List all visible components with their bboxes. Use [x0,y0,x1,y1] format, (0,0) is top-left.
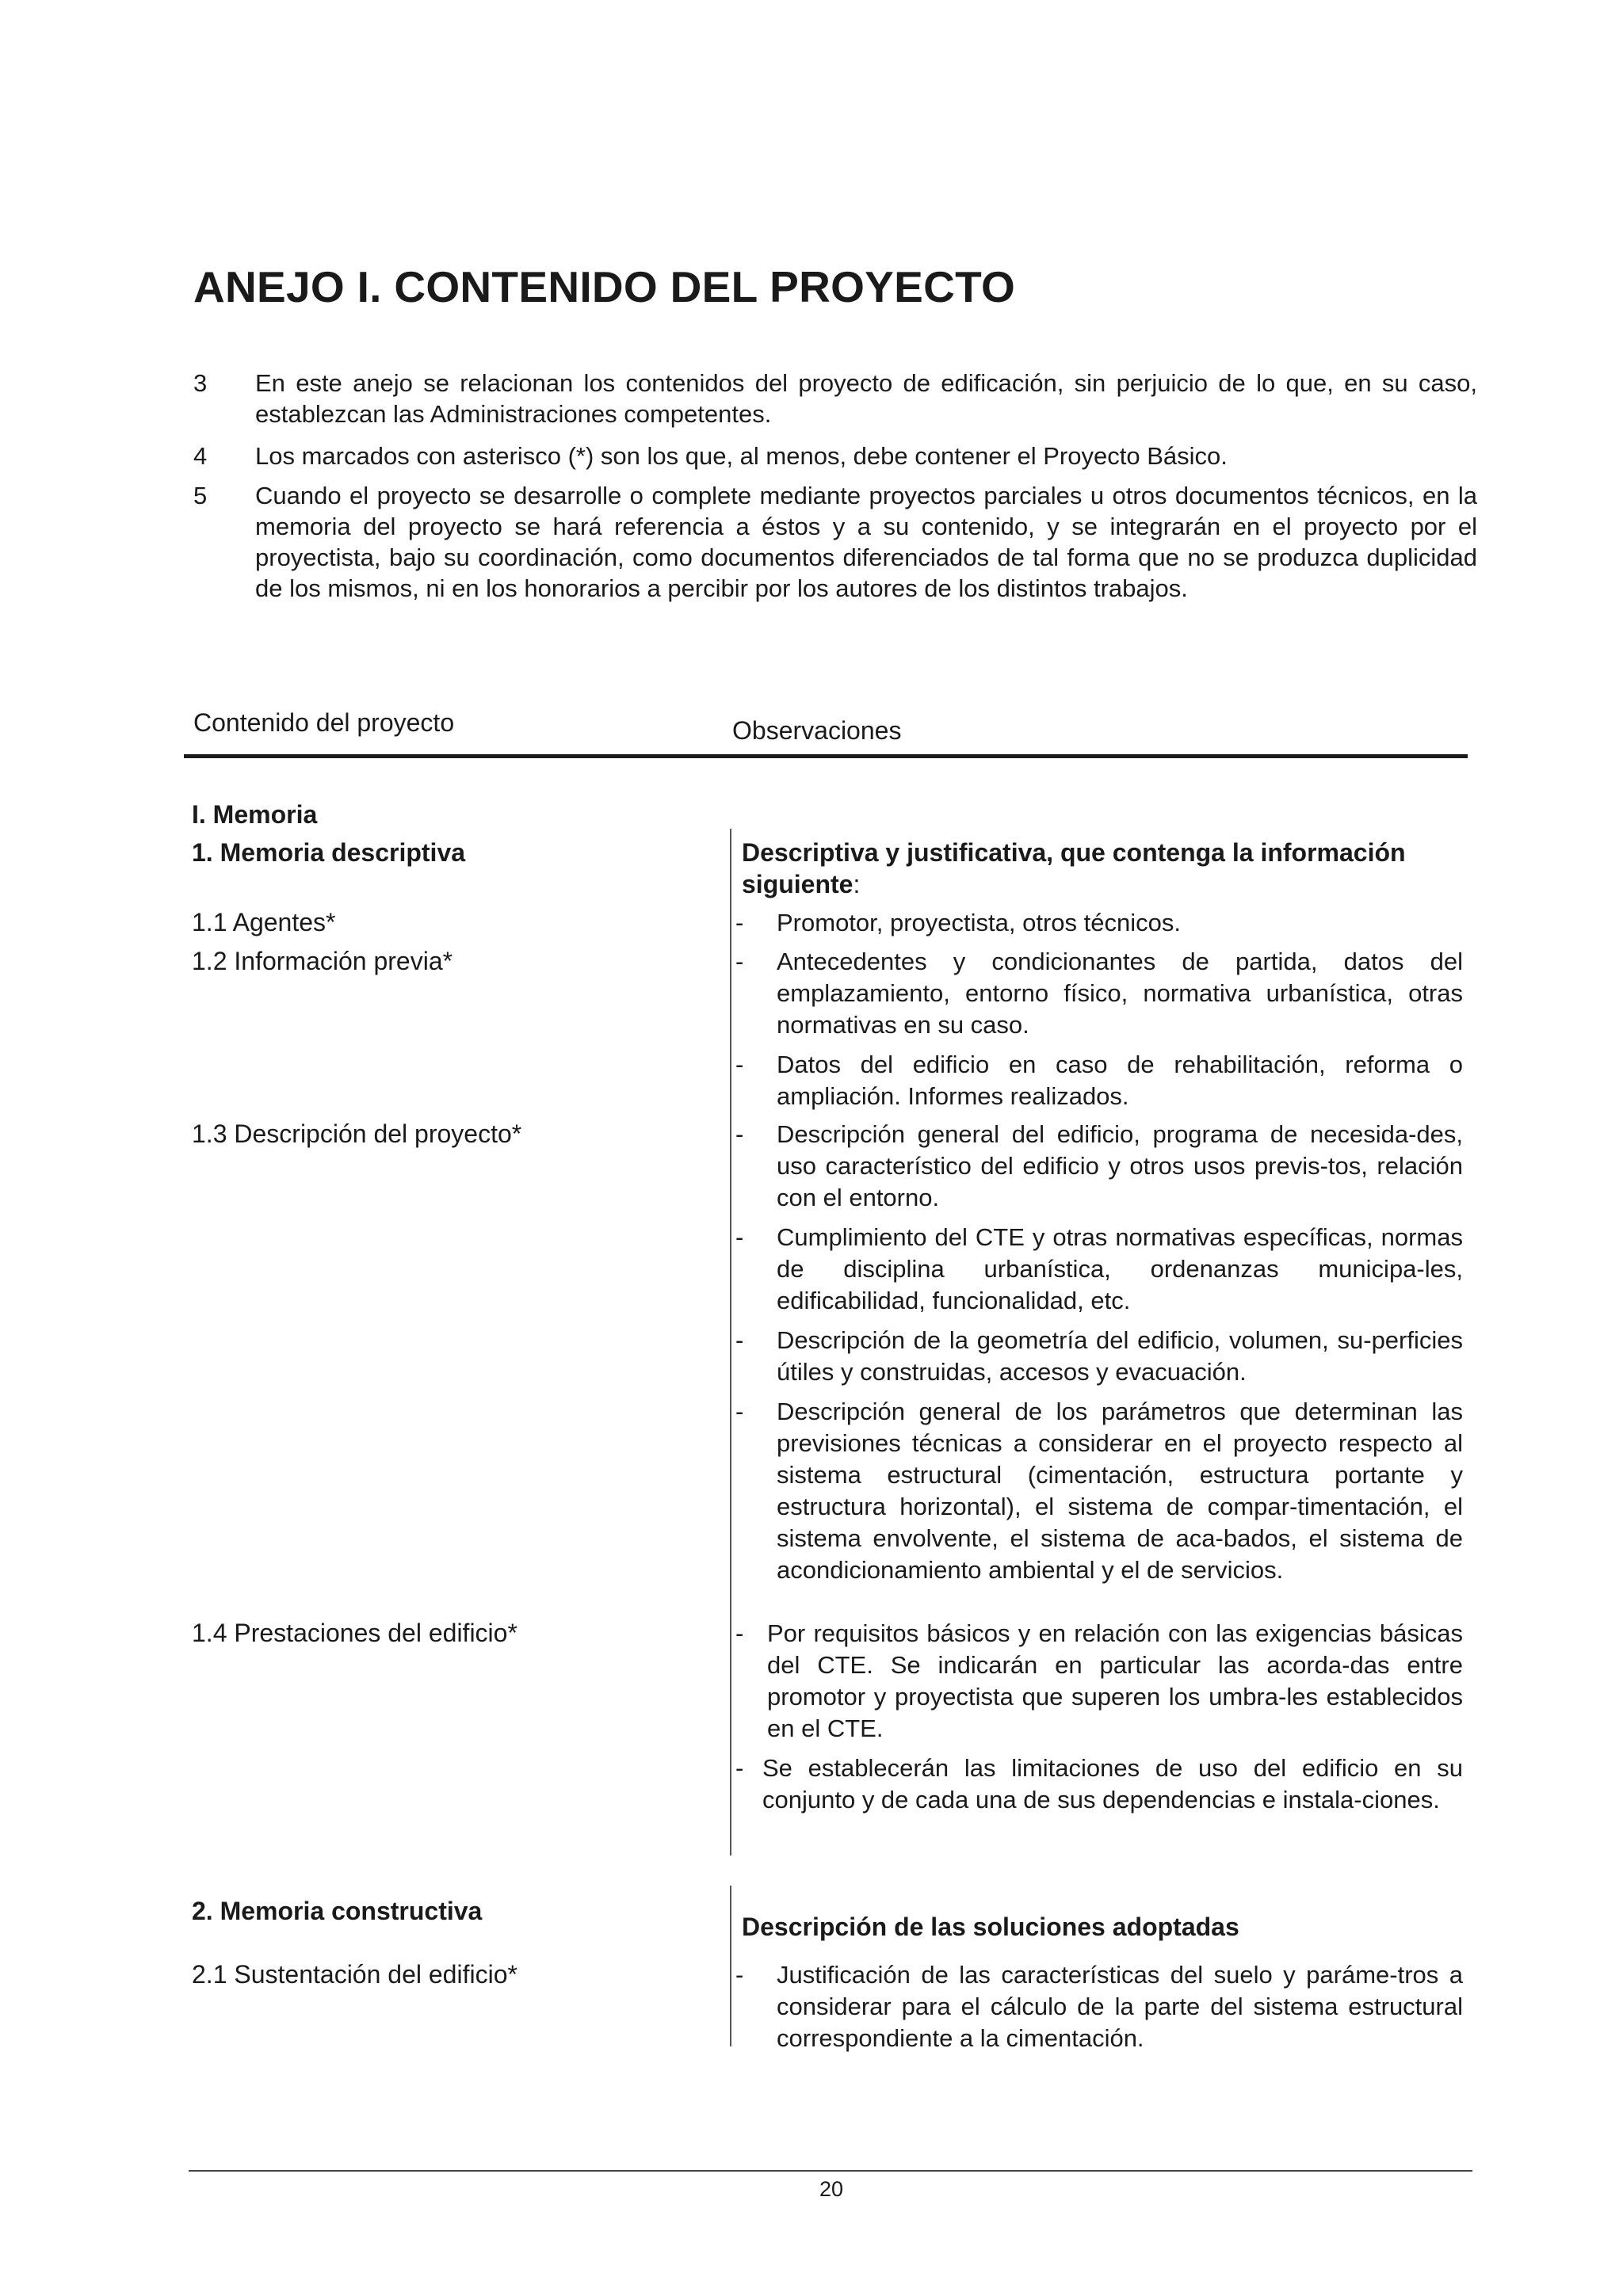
observation-item [735,1396,1465,1618]
observation-text: Descripción general del edificio, programa de necesida-des, uso característico del edificio y otros usos previs-tos, relación con el entorno. [777,1120,1463,1211]
intro-paragraph-3 [193,368,1477,431]
list-dash: - [735,948,744,975]
section-heading-memoria: I. Memoria [192,800,318,829]
column-divider [730,1886,731,2046]
row-label-informacion-previa: 1.2 Información previa* [192,947,453,975]
observation-item [735,1222,1465,1317]
list-dash: - [735,1398,744,1425]
list-dash: - [735,1961,744,1989]
observation-heading-colon: : [853,870,861,898]
list-dash: - [735,1754,744,1782]
intro-paragraph-4 [193,441,1477,472]
list-dash: - [735,1326,744,1354]
row-label-descripcion-proyecto: 1.3 Descripción del proyecto* [192,1119,522,1148]
observation-text: Descripción general de los parámetros que determinan las previsiones técnicas a considerar en el proyecto respecto al sistema estructural (cimentación, estructura portante y estructura horizontal), el sistema de compar-timentación, el sistema envolvente, el sistema de aca-bados, el sistema de acondicionamiento ambiental y el de servicios. [777,1398,1463,1584]
observation-item [735,1959,1465,2054]
subsection-heading-memoria-constructiva: 2. Memoria constructiva [192,1897,483,1925]
paragraph-text: Los marcados con asterisco (*) son los que, al menos, debe contener el Proyecto Básico. [255,442,1228,470]
paragraph-text: En este anejo se relacionan los contenidos del proyecto de edificación, sin perjuicio de lo que, en su caso, establezcan las Administraciones competentes. [255,369,1477,428]
observation-heading [742,837,1463,900]
observation-text: Justificación de las características del suelo y paráme-tros a considerar para el cálculo de la parte del sistema estructural correspondiente a la cimentación. [777,1961,1463,2052]
list-dash: - [735,1051,744,1078]
row-label-sustentacion: 2.1 Sustentación del edificio* [192,1960,517,1989]
observation-text: Datos del edificio en caso de rehabilitación, reforma o ampliación. Informes realizados. [777,1051,1463,1110]
observation-text: Antecedentes y condicionantes de partida, datos del emplazamiento, entorno físico, normativa urbanística, otras normativas en su caso. [777,948,1463,1039]
list-dash: - [735,909,744,936]
subsection-heading-memoria-descriptiva: 1. Memoria descriptiva [192,838,466,867]
observation-heading: Descripción de las soluciones adoptadas [742,1913,1239,1941]
page-title: ANEJO I. CONTENIDO DEL PROYECTO [193,262,1016,311]
page-number: 20 [819,2177,844,2201]
row-label-prestaciones: 1.4 Prestaciones del edificio* [192,1619,517,1647]
observation-item [735,1119,1465,1214]
list-dash: - [735,1223,744,1251]
paragraph-number: 3 [193,369,208,397]
observation-text: Se establecerán las limitaciones de uso del edificio en su conjunto y de cada una de sus dependencias e instala-ciones. [762,1754,1463,1814]
observation-item [735,1049,1465,1112]
footer-rule [189,2170,1472,2172]
column-divider [730,829,731,1855]
list-dash: - [735,1120,744,1148]
observation-item [735,946,1465,1041]
observation-item [735,1618,1465,1745]
observation-heading-text: Descriptiva y justificativa, que contenga la información siguiente [742,838,1406,898]
observation-text: Descripción de la geometría del edificio, volumen, su-perficies útiles y construidas, accesos y evacuación. [777,1326,1463,1386]
header-rule [184,754,1468,758]
observation-text: Promotor, proyectista, otros técnicos. [777,909,1181,936]
list-dash: - [735,1619,744,1647]
observation-item [735,1325,1465,1388]
row-label-agentes: 1.1 Agentes* [192,908,336,936]
paragraph-number: 4 [193,442,208,470]
intro-paragraph-5 [193,480,1477,639]
observation-item [735,907,1465,939]
observation-text: Cumplimiento del CTE y otras normativas específicas, normas de disciplina urbanística, ordenanzas municipa-les, edificabilidad, funcionalidad, etc. [777,1223,1463,1314]
paragraph-number: 5 [193,482,208,509]
observation-item [735,1753,1465,1848]
paragraph-text: Cuando el proyecto se desarrolle o complete mediante proyectos parciales u otros documentos técnicos, en la memoria del proyecto se hará referencia a éstos y a su contenido, y se integrarán en el proyecto por el proyectista, bajo su coordinación, como documentos diferenciados de tal forma que no se produzca duplicidad de los mismos, ni en los honorarios a percibir por los autores de los distintos trabajos. [255,482,1477,602]
observation-text: Por requisitos básicos y en relación con las exigencias básicas del CTE. Se indicarán en particular las acorda-das entre promotor y proyectista que superen los umbra-les establecidos en el CTE. [767,1619,1463,1742]
column-header-contenido: Contenido del proyecto [193,708,455,737]
column-header-observaciones: Observaciones [732,716,902,745]
